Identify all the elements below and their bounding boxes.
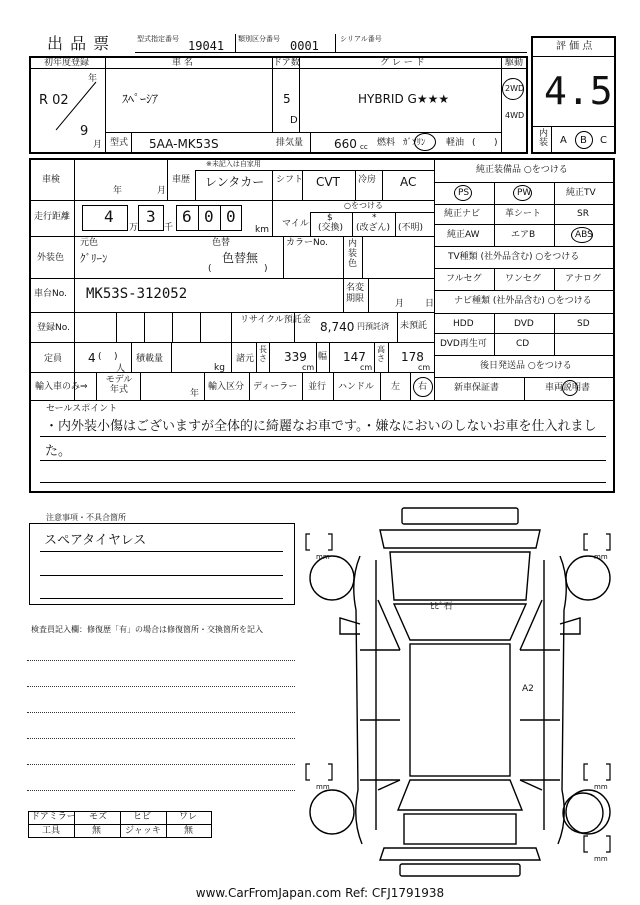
capacity-paren-close: ) [114,352,118,362]
man-unit: 万 [129,223,139,233]
drive-label: 駆動 [505,58,524,68]
mileage-digit-5: 0 [226,207,236,226]
score-label: 評 価 点 [556,41,593,52]
equipment-title: 純正装備品 ○をつける [476,165,568,175]
width-value: 147 [343,350,366,364]
interior-grade-c: C [600,135,607,146]
first-reg-label: 初年度登録 [44,58,90,68]
equip-aw: 純正AW [447,230,480,240]
width-label: 幅 [318,352,328,362]
star-label: * [372,213,377,223]
interior-grade-circle [575,131,593,149]
shaken-label: 車検 [42,175,61,185]
interior-color-label: 内装色 [348,239,358,269]
navi-hdd: HDD [453,319,474,329]
equip-pw-circle [513,185,532,201]
capacity-paren-open: ( [98,352,102,362]
cd-label: CD [516,339,530,349]
spare-tire-icon [560,790,606,836]
legend-h1: ドアミラー [31,812,76,822]
recycle-status: 円預託済 [357,322,389,331]
nameplate-label: 名変期限 [346,283,365,304]
paren-close: ) [494,138,498,148]
reg-no-label: 登録No. [37,323,70,333]
tv-fullseg: フルセグ [446,274,482,284]
import-label: 輸入車のみ⇒ [35,382,88,392]
navi-sd: SD [577,319,590,329]
car-name: ｽﾍﾟｰｼｱ [122,92,159,106]
sales-line-1: ・内外装小傷はございますが全体的に綺麗なお車です。・嫌なにおいのしないお車を仕入れまし [45,419,597,434]
height-value: 178 [401,350,424,364]
class-label: 類別区分番号 [238,35,280,43]
import-div-label: 輸入区分 [208,382,245,392]
recycle-value: 8,740 [320,320,355,334]
mm-fl: mm [316,553,330,561]
left-label: 左 [391,382,401,392]
model-year-unit: 年 [190,389,200,399]
light-oil-label: 軽油 [446,138,465,148]
color-no-label: カラーNo. [286,238,328,248]
notes-line-1: スペアタイヤレス [44,533,147,548]
first-reg-month: 9 [80,124,89,139]
repaint-paren-open: ( [208,264,212,274]
length-value: 339 [284,350,307,364]
later-warranty: 新車保証書 [454,383,500,393]
model-value: 5AA-MK53S [149,137,219,151]
type-spec-label: 型式指定番号 [137,35,179,43]
unknown-label: (不明) [398,223,424,233]
unregistered-note: ※未記入は自家用 [206,160,261,168]
displacement-unit: cc [360,143,368,151]
first-reg-year: R 02 [39,93,69,108]
mileage-digit-2: 3 [146,207,156,226]
equip-navi: 純正ナビ [444,209,481,219]
color-value: ｸﾞﾘｰﾝ [80,252,108,265]
legend-r4: 無 [184,826,194,836]
equip-leather: 革シート [505,209,542,219]
capacity-label: 定員 [44,354,63,364]
repaint-paren-close: ) [264,264,268,274]
history-value: レンタカー [205,175,265,189]
color-label: 外装色 [37,253,65,263]
interior-grade-a: A [560,135,567,146]
interior-label: 内装 [539,129,549,148]
paren-open: ( [472,138,476,148]
mm-spare: mm [594,855,608,863]
doors-label: ドア数 [273,58,300,68]
ac-label: 冷房 [358,175,377,185]
capacity-value: 4 [88,351,96,365]
later-manual-circle [562,380,578,396]
chassis-value: MK53S-312052 [86,286,188,302]
repaint-label: 色替 [212,238,231,248]
grade-value: HYBRID G★★★ [358,92,450,106]
navi-dvd: DVD [514,319,534,329]
parallel-label: 並行 [308,382,327,392]
model-label: 型式 [110,138,129,148]
width-unit: cm [360,363,373,372]
legend-h3: ヒビ [133,812,152,822]
displacement-value: 660 [334,137,357,151]
dollar-label: $ [327,213,333,223]
chassis-label: 車台No. [34,289,67,299]
dealer-label: ディーラー [253,382,298,392]
car-name-label: 車 名 [172,58,193,68]
tv-title: TV種類 (社外品含む) ○をつける [448,252,580,262]
tamper-label: (改ざん) [356,223,391,233]
equip-abs-circle [571,227,593,243]
day-unit: 日 [425,299,435,309]
form-title: 出 品 票 [47,34,111,53]
equip-tv: 純正TV [566,188,596,198]
mm-rr: mm [594,783,608,791]
later-manual: 車両説明書 [545,383,591,393]
mm-fr: mm [594,553,608,561]
shift-label: シフト [276,175,304,185]
exchange-label: (交換) [318,223,344,233]
km-unit: km [255,225,269,235]
mileage-digit-4: 0 [204,207,214,226]
sales-line-2: た。 [45,444,72,459]
person-unit: 人 [116,364,126,374]
serial-label: シリアル番号 [340,35,382,43]
month-unit: 月 [93,140,103,150]
recycle-unpaid: 未預託 [400,321,428,331]
drive-circle [502,78,524,100]
sen-unit: 千 [164,223,174,233]
equip-sr: SR [577,209,589,219]
equip-pw: PW [517,188,532,198]
drive-2wd: 2WD [505,84,525,93]
legend-h2: モズ [89,812,108,822]
height-label: 高さ [377,345,385,363]
mm-rl: mm [316,783,330,791]
legend-r2: 無 [92,826,102,836]
damage-mark-1: ﾋﾋﾞ石 [430,602,453,612]
grade-label: グ レ ー ド [380,58,425,68]
interior-grade-b: B [580,135,587,146]
equip-ps-circle [454,185,472,201]
nameplate-month-unit: 月 [395,299,405,309]
later-title: 後日発送品 ○をつける [480,361,572,371]
fuel-circle [414,133,436,151]
shaken-year-unit: 年 [113,186,123,196]
type-spec-no: 19041 [188,39,225,53]
dvd-playable: DVD再生可 [440,339,487,349]
length-label: 長さ [259,345,267,363]
height-unit: cm [418,363,431,372]
doors-suffix: D [290,115,298,126]
mile-label: マイル [282,219,309,229]
handle-label: ハンドル [338,382,375,392]
equip-abs: ABS [575,230,593,240]
mileage-digit-1: 4 [104,207,114,226]
legend-h4: ワレ [179,812,198,822]
legend-r3: ジャッキ [125,826,161,836]
original-color-label: 元色 [80,238,99,248]
recycle-label-1: リサイクル預託金 [240,315,311,325]
ac-value: AC [400,175,417,189]
equip-airbag: エアB [511,230,536,240]
mileage-mark-note: ○をつける [344,201,383,210]
drive-4wd: 4WD [505,111,525,120]
fuel-label: 燃料 [377,138,396,148]
right-label: 右 [418,382,428,392]
mileage-digit-3: 6 [182,207,192,226]
sales-label: セールスポイント [46,404,118,414]
damage-mark-2: A2 [522,684,534,694]
fuel-value: ｶﾞｿﾘﾝ [403,138,426,148]
load-label: 積載量 [136,354,164,364]
shaken-month-unit: 月 [157,186,167,196]
kg-unit: kg [214,363,225,373]
tv-analog: アナログ [565,274,602,284]
repaint-value: 色替無 [222,251,259,265]
inspector-label: 検査員記入欄：修復歴「有」の場合は修復箇所・交換箇所を記入 [31,625,263,634]
year-unit: 年 [88,74,98,84]
right-circle [413,377,433,397]
spec-label: 諸元 [236,354,255,364]
shift-value: CVT [316,175,340,189]
notes-label: 注意事項・不具合箇所 [46,513,126,522]
doors-value: 5 [283,92,291,106]
navi-title: ナビ種類 (社外品含む) ○をつける [454,296,592,306]
footer-ref: www.CarFromJapan.com Ref: CFJ1791938 [195,886,445,900]
equip-ps: PS [458,188,470,198]
length-unit: cm [302,363,315,372]
displacement-label: 排気量 [276,138,304,148]
legend-r1: 工具 [42,826,61,836]
model-year-label: モデル年式 [105,375,133,395]
mileage-label: 走行距離 [34,212,71,222]
tv-oneseg: ワンセグ [505,274,542,284]
history-label: 車歴 [172,175,191,185]
class-no: 0001 [290,39,319,53]
score-value: 4.5 [544,69,613,113]
